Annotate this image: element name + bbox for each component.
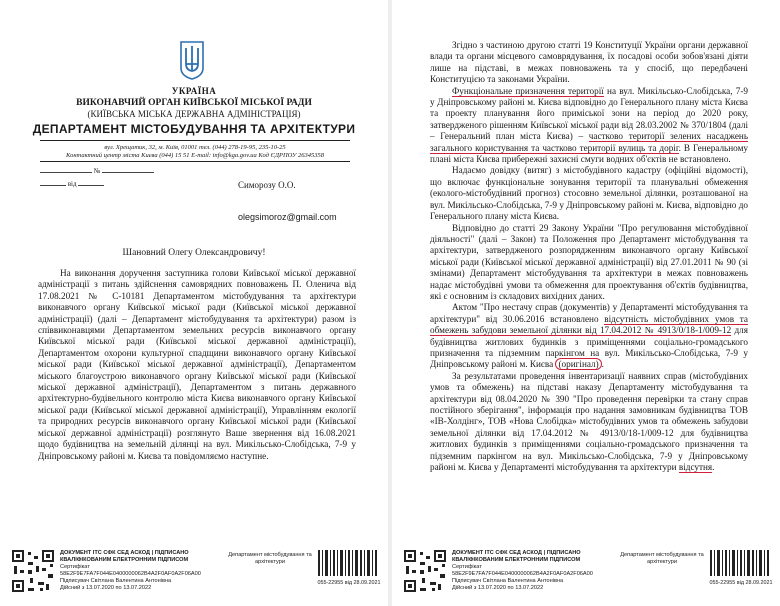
stamp-cert-label: Сертифікат (452, 564, 482, 570)
paragraph-text: . (601, 359, 604, 370)
address-line2: Контактний центр міста Києва (044) 15 51 E-mail: info@kga.gov.ua Код ЄДРПОУ 26345358 (66, 152, 324, 159)
trident-coat-of-arms-icon (178, 40, 206, 80)
highlight-absent: відсутня (678, 462, 713, 473)
stamp-issuer: Департамент містобудування та архітектури (228, 552, 312, 565)
barcode-icon (710, 550, 770, 576)
e-signature-stamp (0, 548, 388, 594)
registration-fields: № від (40, 164, 180, 190)
paragraph-text: . В Генеральному плані міста Києва прибережні захисні смуги водних об'єктів не встановлено. (430, 142, 748, 165)
highlight-green-zones: частково території зелених насаджень загального користування та частково території вулиць та доріг (430, 131, 749, 153)
stamp-signer: Підписувач Світлана Валентина Антонівна (60, 578, 172, 584)
paragraph-constitution: Згідно з частиною другою статті 19 Конституції України органи державної влади та органи місцевого самоврядування, їх посадові особи зобов'язані діяти лише на підставі, в межах повноважень та у спосіб, що передбачені Конституцією та законами України. (430, 40, 748, 85)
paragraph-cadastre: Надаємо довідку (витяг) з містобудівного кадастру (офіційні відомості), що включає функціональне зонування території та планувальні обмеження (еколого-містобудівний прогноз) стосовно земельної ділянки, розташованої на вул. Микільсько-Слобідська, 7-9 у Дніпровському районі м. Києва, відповідно до Генерального плану міста Києва. (430, 165, 748, 222)
stamp-issuer: Департамент містобудування та архітектури (620, 552, 704, 565)
letter-body-continued (430, 40, 748, 473)
stamp-validity: Дійсний з 13.07.2020 по 13.07.2022 (452, 585, 544, 591)
stamp-cert-label: Сертифікат (60, 564, 90, 570)
paragraph-text: Актом "Про нестачу справ (документів) у Департаменті містобудування та архітектури" від 30.06.2016 встановлено (430, 302, 748, 324)
paragraph-text: За результатами проведення інвентаризації наявних справ (містобудівних умов та обмежень) на підставі наказу Департаменту містобудування та архітектури від 08.04.2020 № 390 "Про проведення перевірки та стану справ постійного зберігання", інформація про надання замовникам будівництва ТОВ «ІВ-Холдінг», ТОВ «Нова Слобідка» містобудівних умов та обмежень забудови земельної ділянки від 17.04.2012 № 4913/0/18-1/009-12 для будівництва житлових будинків з приміщеннями соціально-громадського призначення та підземним паркінгом на вул. Микільсько-Слобідська, 7-9 у Дніпровському районі м. Києва у Департаменті містобудування та архітектури (430, 370, 748, 473)
reg-number-blank (102, 164, 154, 173)
paragraph-act-shortage (430, 302, 748, 370)
barcode-icon (318, 550, 378, 576)
stamp-reg-number: 055-22955 від 28.09.2021 (709, 580, 773, 586)
letter-page-left (0, 0, 388, 606)
letterhead-divider-bottom (40, 161, 350, 162)
letter-body-paragraph: На виконання доручення заступника голови Київської міської державної адміністрації з питань здійснення самоврядних повноважень П. Оленича від 17.08.2021 № С-10181 Департаментом містобудування та архітектури виконавчого органу Київської міської ради (Київської міської державної адміністрації) (далі – Департамент містобудування та архітектури) разом із співвиконавцями Департаментом земельних ресурсів виконавчого органу Київської міської ради (Київської міської державної адміністрації), Департаментом охорони культурної спадщини виконавчого органу Київської міської ради (Київської міської державної адміністрації), Департаментом міського благоустрою виконавчого органу Київської міської ради (Київської міської державної адміністрації), Департаментом з питань державного архітектурно-будівельного контролю міста Києва виконавчого органу Київської міської ради (Київської міської державної адміністрації), Управлінням екології та природних ресурсів виконавчого органу Київської міської ради (Київської міської державної адміністрації) розглянуто Ваше звернення від 16.08.2021 щодо будівництва на земельній ділянці на вул. Микільсько-Слобідська, 7-9 у Дніпровському районі м. Києва та повідомляємо наступне. (38, 268, 356, 461)
qr-code-icon (402, 548, 448, 594)
stamp-signer: Підписувач Світлана Валентина Антонівна (452, 578, 564, 584)
letterhead-divider (40, 140, 350, 141)
address-line1: вул. Хрещатик, 32, м. Київ, 01001 тел. (044) 278-19-95, 235-10-25 (104, 144, 286, 151)
stamp-details (60, 550, 220, 592)
stamp-cert: 58E2F9E7FA7F044E0400000062B4A2F0AF0A2F06A00 (452, 571, 593, 577)
paragraph-text: для будівництва житлових будинків з приміщеннями соціально-громадського призначення та підземним паркінгом на вул. Микільсько-Слобідська, 7-9 у Дніпровському районі м. Києва (430, 325, 748, 370)
e-signature-stamp (392, 548, 780, 594)
stamp-cert: 58E2F9E7FA7F044E0400000062B4A2F0AF0A2F06A00 (60, 571, 201, 577)
reg-date-blank (40, 164, 92, 173)
org-name-line1: ВИКОНАВЧИЙ ОРГАН КИЇВСЬКОЇ МІСЬКОЇ РАДИ (76, 98, 312, 108)
highlight-missing-conditions: відсутність містобудівних умов та обмежень забудови земельної ділянки від 17.04.2012 № 4913/0/18-1/009-12 (430, 313, 748, 336)
recipient-name: Симорозу О.О. (238, 180, 296, 190)
stamp-details (452, 550, 612, 592)
paragraph-functional-purpose (430, 86, 748, 166)
paragraph-law-article: Відповідно до статті 29 Закону України "Про регулювання містобудівної діяльності" (далі – Закон) та Положення про Департамент містобудування та архітектури, затвердженого розпорядженням виконавчого органу Київської міської ради (Київської міської державної адміністрації) від 27.01.2011 № 90 (зі змінами) Департамент містобудування та архітектури в межах повноважень надає містобудівні умови та обмеження для проектування об'єктів будівництва, які є основним із складових вихідних даних. (430, 222, 748, 301)
stamp-title: ДОКУМЕНТ ІТС СФК СЕД АСКОД | ПІДПИСАНО КВАЛІФІКОВАНИМ ЕЛЕКТРОННИМ ПІДПИСОМ (452, 550, 581, 563)
department-name: ДЕПАРТАМЕНТ МІСТОБУДУВАННЯ ТА АРХІТЕКТУРИ (32, 122, 356, 136)
highlight-original-box: (оригінал) (555, 358, 601, 370)
recipient-email: olegsimoroz@gmail.com (238, 212, 337, 222)
stamp-validity: Дійсний з 13.07.2020 по 13.07.2022 (60, 585, 152, 591)
paragraph-text: . (712, 462, 715, 473)
qr-code-icon (10, 548, 56, 594)
stamp-title: ДОКУМЕНТ ІТС СФК СЕД АСКОД | ПІДПИСАНО КВАЛІФІКОВАНИМ ЕЛЕКТРОННИМ ПІДПИСОМ (60, 550, 189, 563)
paragraph-inventory (430, 371, 748, 474)
reply-field-blank: від (40, 180, 104, 188)
salutation: Шановний Олегу Олександровичу! (122, 248, 266, 258)
country-name: УКРАЇНА (171, 86, 217, 96)
stamp-reg-number: 055-22955 від 28.09.2021 (317, 580, 381, 586)
paragraph-text: на вул. Микільсько-Слобідська, 7-9 у Дніпровському районі м. Києва відповідно до Генерального плану міста Києва та проекту планування його приміської зони на період до 2020 року, затвердженого рішенням Київської міської ради від 28.03.2002 № 370/1804 (далі – Генеральний план міста Києва) – (430, 85, 748, 142)
letter-page-right (392, 0, 780, 606)
org-name-line2: (КИЇВСЬКА МІСЬКА ДЕРЖАВНА АДМІНІСТРАЦІЯ) (87, 109, 301, 119)
highlight-functional-purpose: Функціональне призначення території (452, 85, 604, 96)
